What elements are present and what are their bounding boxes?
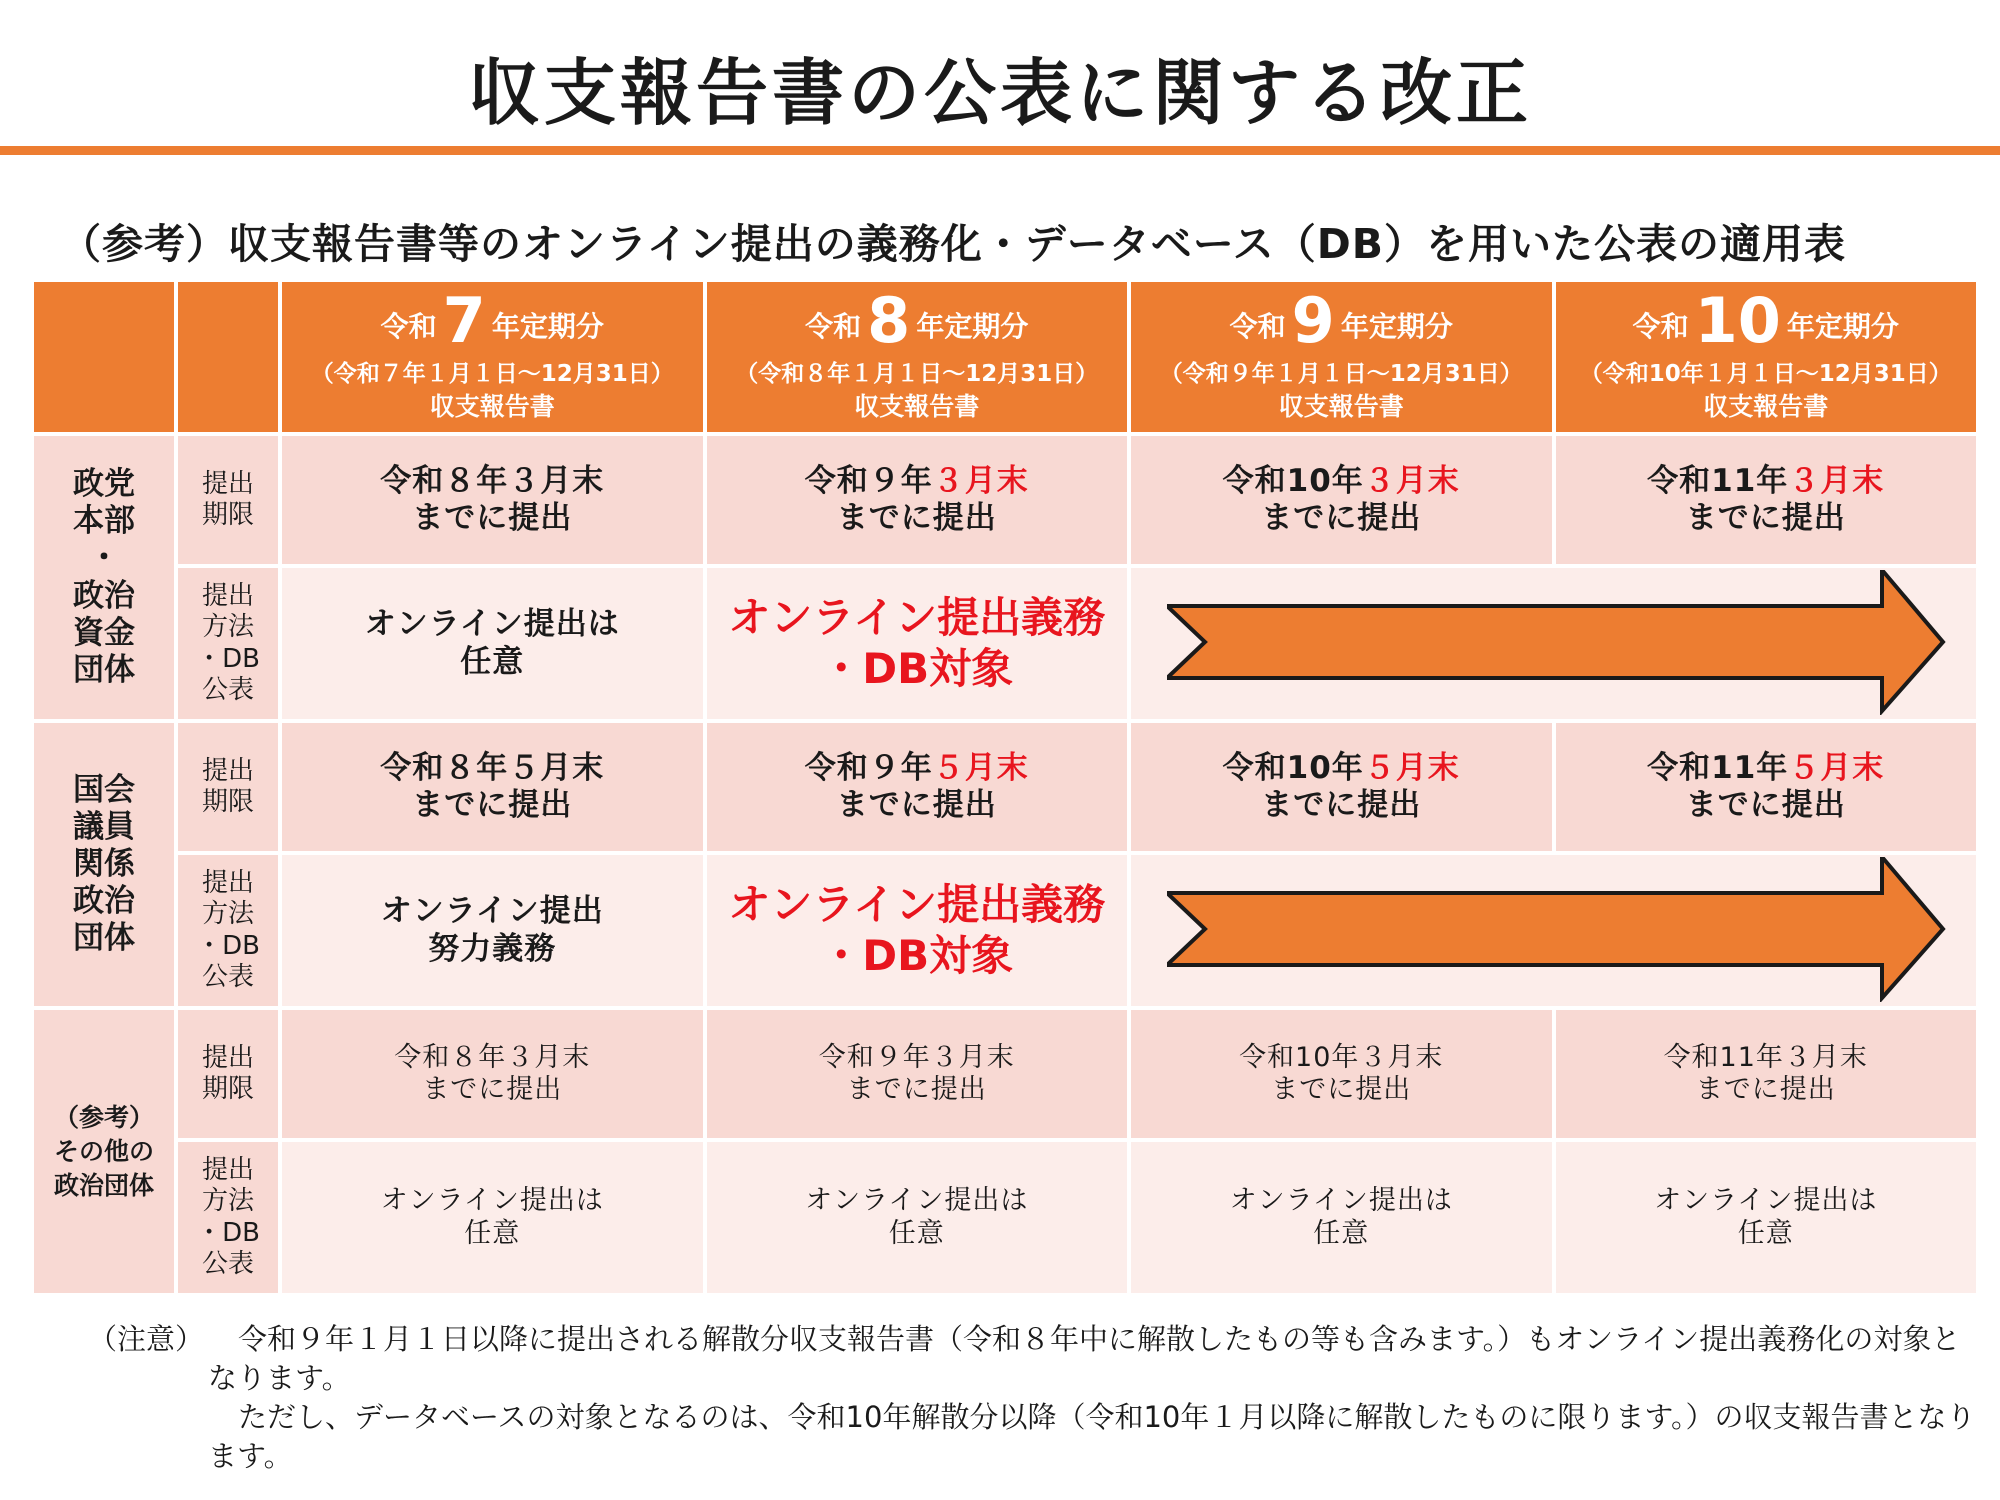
table-row [34, 1010, 1976, 1138]
header-col-r9: 令和9 年定期分 （令和９年１月１日～12月31日） 収支報告書 [1131, 282, 1552, 432]
continuation-arrow-cell [1131, 855, 1976, 1006]
table-row [34, 1142, 1976, 1293]
deadline-cell: 令和９年３月末 までに提出 [707, 436, 1128, 564]
method-cell: オンライン提出は 任意 [1131, 1142, 1552, 1293]
group-label-other: （参考） その他の 政治団体 [34, 1010, 174, 1293]
footnote-paragraph: ただし、データベースの対象となるのは、令和10年解散分以降（令和10年１月以降に解散したものに限ります。）の収支報告書となります。 [208, 1400, 1976, 1473]
right-arrow-icon [1167, 857, 1957, 1002]
deadline-cell: 令和11年５月末 までに提出 [1556, 723, 1977, 851]
deadline-cell: 令和11年３月末 までに提出 [1556, 1010, 1977, 1138]
header-corner-group [34, 282, 174, 432]
deadline-cell: 令和９年５月末 までに提出 [707, 723, 1128, 851]
header-row [34, 282, 1976, 432]
application-table [30, 278, 1980, 1297]
row-label-method: 提出 方法 ・DB 公表 [178, 855, 278, 1006]
deadline-cell: 令和11年３月末 までに提出 [1556, 436, 1977, 564]
table-row [34, 723, 1976, 851]
row-label-method: 提出 方法 ・DB 公表 [178, 568, 278, 719]
header-col-r10: 令和10 年定期分 （令和10年１月１日～12月31日） 収支報告書 [1556, 282, 1977, 432]
method-cell: オンライン提出 努力義務 [282, 855, 703, 1006]
deadline-cell: 令和10年３月末 までに提出 [1131, 1010, 1552, 1138]
method-cell-mandatory: オンライン提出義務 ・DB対象 [707, 855, 1128, 1006]
group-label-party: 政党 本部 ・ 政治 資金 団体 [34, 436, 174, 719]
header-col-r8: 令和8 年定期分 （令和８年１月１日～12月31日） 収支報告書 [707, 282, 1128, 432]
method-cell: オンライン提出は 任意 [282, 568, 703, 719]
deadline-cell: 令和９年３月末 までに提出 [707, 1010, 1128, 1138]
title-divider [0, 146, 2000, 155]
method-cell: オンライン提出は 任意 [282, 1142, 703, 1293]
deadline-cell: 令和８年３月末 までに提出 [282, 436, 703, 564]
table-row [34, 436, 1976, 564]
group-label-diet-members: 国会 議員 関係 政治 団体 [34, 723, 174, 1006]
footnote-paragraph: 令和９年１月１日以降に提出される解散分収支報告書（令和８年中に解散したもの等も含みます。）もオンライン提出義務化の対象となります。 [208, 1322, 1961, 1395]
deadline-cell: 令和10年３月末 までに提出 [1131, 436, 1552, 564]
method-cell-mandatory: オンライン提出義務 ・DB対象 [707, 568, 1128, 719]
table-row [34, 568, 1976, 719]
row-label-deadline: 提出 期限 [178, 1010, 278, 1138]
row-label-deadline: 提出 期限 [178, 723, 278, 851]
page-title: 収支報告書の公表に関する改正 [467, 51, 1532, 135]
right-arrow-icon [1167, 570, 1957, 715]
deadline-cell: 令和８年３月末 までに提出 [282, 1010, 703, 1138]
header-corner-label [178, 282, 278, 432]
continuation-arrow-cell [1131, 568, 1976, 719]
footnote [88, 1320, 1978, 1476]
method-cell: オンライン提出は 任意 [707, 1142, 1128, 1293]
footnote-label: （注意） [88, 1322, 205, 1356]
table-subtitle: （参考）収支報告書等のオンライン提出の義務化・データベース（DB）を用いた公表の適用表 [60, 220, 1846, 268]
method-cell: オンライン提出は 任意 [1556, 1142, 1977, 1293]
header-col-r7: 令和7 年定期分 （令和７年１月１日～12月31日） 収支報告書 [282, 282, 703, 432]
row-label-deadline: 提出 期限 [178, 436, 278, 564]
table-row [34, 855, 1976, 1006]
deadline-cell: 令和10年５月末 までに提出 [1131, 723, 1552, 851]
row-label-method: 提出 方法 ・DB 公表 [178, 1142, 278, 1293]
deadline-cell: 令和８年５月末 までに提出 [282, 723, 703, 851]
